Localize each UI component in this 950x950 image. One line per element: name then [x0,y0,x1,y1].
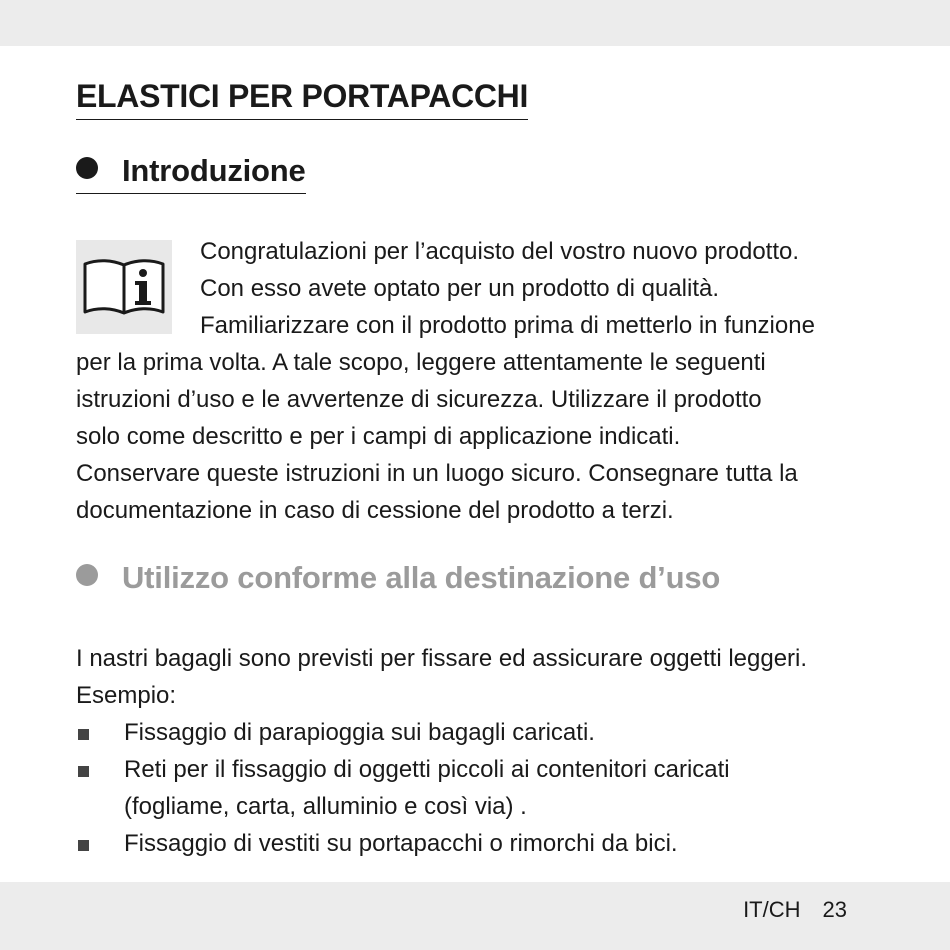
list-item [76,714,730,751]
text-line: Esempio: [76,682,177,709]
text-line: I nastri bagagli sono previsti per fissare ed assicurare oggetti leggeri. [76,645,808,672]
list-item-text: (fogliame, carta, alluminio e così via) . [124,793,527,820]
intro-paragraph [76,344,798,529]
list-item-text: Fissaggio di parapioggia sui bagagli caricati. [124,719,595,746]
section-heading-label: Introduzione [122,153,306,188]
intended-use-paragraph [76,640,807,714]
top-band [0,0,950,46]
text-line: Con esso avete optato per un prodotto di qualità. [200,275,720,302]
section-heading-intended-use [76,560,720,596]
text-line: per la prima volta. A tale scopo, leggere attentamente le seguenti [76,349,766,376]
open-book-info-icon [82,256,166,318]
list-item-text: Fissaggio di vestiti su portapacchi o rimorchi da bici. [124,830,678,857]
list-item-text: Reti per il fissaggio di oggetti piccoli ai contenitori caricati [124,756,730,783]
intro-paragraph-indented [200,233,815,344]
square-bullet-icon [78,729,89,740]
text-line: documentazione in caso di cessione del prodotto a terzi. [76,497,674,524]
list-item [76,751,730,825]
page-footer [743,897,847,923]
info-book-icon [76,240,172,334]
section-heading-label: Utilizzo conforme alla destinazione d’uso [122,560,721,595]
list-item [76,825,730,862]
example-list [76,714,730,862]
heading-bullet-icon [76,157,98,179]
text-line: Familiarizzare con il prodotto prima di metterlo in funzione [200,312,815,339]
footer-locale: IT/CH [743,897,801,922]
text-line: solo come descritto e per i campi di applicazione indicati. [76,423,681,450]
heading-bullet-icon [76,564,98,586]
text-line: Conservare queste istruzioni in un luogo sicuro. Consegnare tutta la [76,460,798,487]
text-line: Congratulazioni per l’acquisto del vostro nuovo prodotto. [200,238,800,265]
square-bullet-icon [78,766,89,777]
document-title: ELASTICI PER PORTAPACCHI [76,78,528,120]
text-line: istruzioni d’uso e le avvertenze di sicurezza. Utilizzare il prodotto [76,386,762,413]
section-heading-introduction [76,153,306,194]
square-bullet-icon [78,840,89,851]
page-number: 23 [822,897,847,922]
